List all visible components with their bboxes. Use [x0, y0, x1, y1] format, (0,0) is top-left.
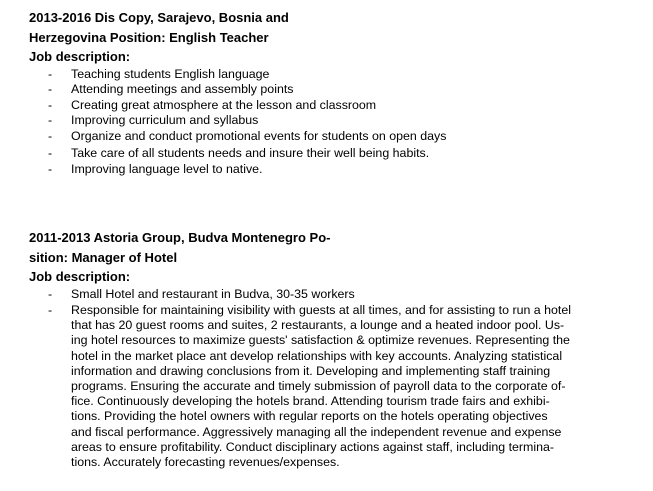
list-item [29, 98, 619, 114]
list-item-text-line: fice. Continuously developing the hotels brand. Attending tourism trade fairs and exhibi- [71, 394, 550, 409]
list-item-text: Improving curriculum and syllabus [71, 113, 259, 127]
list-item-text-line: programs. Ensuring the accurate and timely submission of payroll data to the corporate of- [71, 379, 566, 394]
list-item-text: Organize and conduct promotional events for students on open days [71, 128, 447, 143]
job-entry-dis-copy [29, 8, 619, 177]
list-item-text-line: Responsible for maintaining visibility with guests at all times, and for assisting to run a hotel [71, 303, 571, 317]
job-title-line-1: 2011-2013 Astoria Group, Budva Montenegro Po- [29, 230, 331, 245]
job-title-line-2: sition: Manager of Hotel [29, 249, 178, 265]
list-item [29, 287, 619, 303]
list-item-text-line: hotel in the market place ant develop relationships with key accounts. Analyzing statistical [71, 348, 563, 363]
job-description-label: Job description: [29, 49, 131, 64]
list-item-text-line: and fiscal performance. Aggressively managing all the independent revenue and expense [71, 424, 562, 439]
job-description-list [29, 67, 619, 178]
list-item [29, 162, 619, 178]
list-item-text: Improving language level to native. [71, 161, 263, 176]
list-item-text-line: information and drawing conclusions from it. Developing and implementing staff training [71, 363, 551, 378]
list-item [29, 113, 619, 129]
list-item-text-line: that has 20 guest rooms and suites, 2 restaurants, a lounge and a heated indoor pool. Us- [71, 318, 565, 333]
job-title [29, 228, 619, 287]
list-item-text: Small Hotel and restaurant in Budva, 30-35 workers [71, 286, 355, 301]
list-item [29, 303, 619, 470]
job-description-list [29, 287, 619, 471]
job-description-label: Job description: [29, 269, 131, 284]
dash-bullet: - [48, 82, 53, 96]
dash-bullet: - [48, 161, 53, 176]
list-item [29, 129, 619, 145]
list-item-text-line: areas to ensure profitability. Conduct disciplinary actions against staff, including termina- [71, 439, 555, 454]
dash-bullet: - [48, 113, 53, 127]
list-item [29, 67, 619, 83]
job-title-line-1: 2013-2016 Dis Copy, Sarajevo, Bosnia and [29, 10, 289, 25]
dash-bullet: - [48, 128, 53, 143]
list-item-text: Teaching students English language [71, 66, 270, 81]
list-item [29, 146, 619, 162]
list-item-text: Attending meetings and assembly points [71, 82, 294, 96]
list-item [29, 82, 619, 98]
list-item-text: Creating great atmosphere at the lesson and classroom [71, 97, 377, 112]
list-item-text-line: ing hotel resources to maximize guests' satisfaction & optimize revenues. Representing the [71, 333, 570, 348]
dash-bullet: - [48, 97, 53, 112]
list-item-text-line: tions. Accurately forecasting revenues/expenses. [71, 455, 340, 470]
job-entry-astoria-group [29, 228, 619, 470]
dash-bullet: - [48, 286, 53, 301]
dash-bullet: - [48, 146, 53, 160]
job-title [29, 8, 619, 67]
dash-bullet: - [48, 303, 53, 317]
job-title-line-2: Herzegovina Position: English Teacher [29, 29, 269, 45]
dash-bullet: - [48, 66, 53, 81]
list-item-text: Take care of all students needs and insure their well being habits. [71, 146, 430, 160]
list-item-text-line: tions. Providing the hotel owners with regular reports on the hotels operating objectives [71, 409, 548, 424]
